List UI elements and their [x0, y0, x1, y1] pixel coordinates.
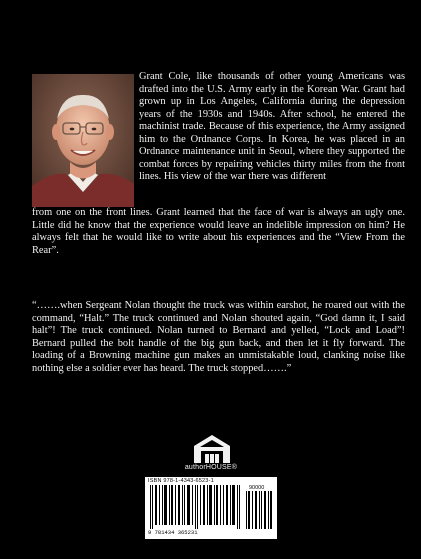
barcode-bars — [148, 485, 274, 529]
author-bio-top: Grant Cole, like thousands of other young Americans was drafted into the U.S. Army early in the Korean War. Grant had grown up in Los Angeles, California during the depression years of the 1930s and 1940s. After school, he entered the machinist trade. Because of this experience, the Army assigned him to the Ordnance Corps. In Korea, he was placed in an Ordnance maintenance unit in Seoul, where they supported the combat forces by repairing vehicles thirty miles from the front lines. His view of the war there was different — [139, 71, 405, 182]
ean-digits: 9 781434 365231 — [148, 529, 198, 536]
price-code: 90000 — [249, 485, 265, 491]
author-bio-bottom: from one on the front lines. Grant learned that the face of war is always an ugly one. Little did he know that the experience would leave an indelible impression on him? He always felt that he would like to write about his experiences and the “View From the Rear”. — [32, 207, 405, 256]
isbn-number: ISBN 978-1-4343-6523-1 — [148, 478, 214, 484]
publisher-name: authorHOUSE® — [184, 464, 238, 471]
isbn-barcode — [145, 477, 277, 539]
author-photo — [32, 74, 134, 207]
book-excerpt: “…….when Sergeant Nolan thought the truck was within earshot, he roared out with the command, “Halt.” The truck continued and Nolan shouted again, “God damn it, I said halt”! The truck continued. Nolan turned to Bernard and yelled, “Lock and Load”! Bernard pulled the bolt handle of the big gun back, and then let it fly forward. The loading of a Browning machine gun makes an unmistakable loud, clanking noise like nothing else a soldier ever has heard. The truck stopped…….” — [32, 300, 405, 374]
